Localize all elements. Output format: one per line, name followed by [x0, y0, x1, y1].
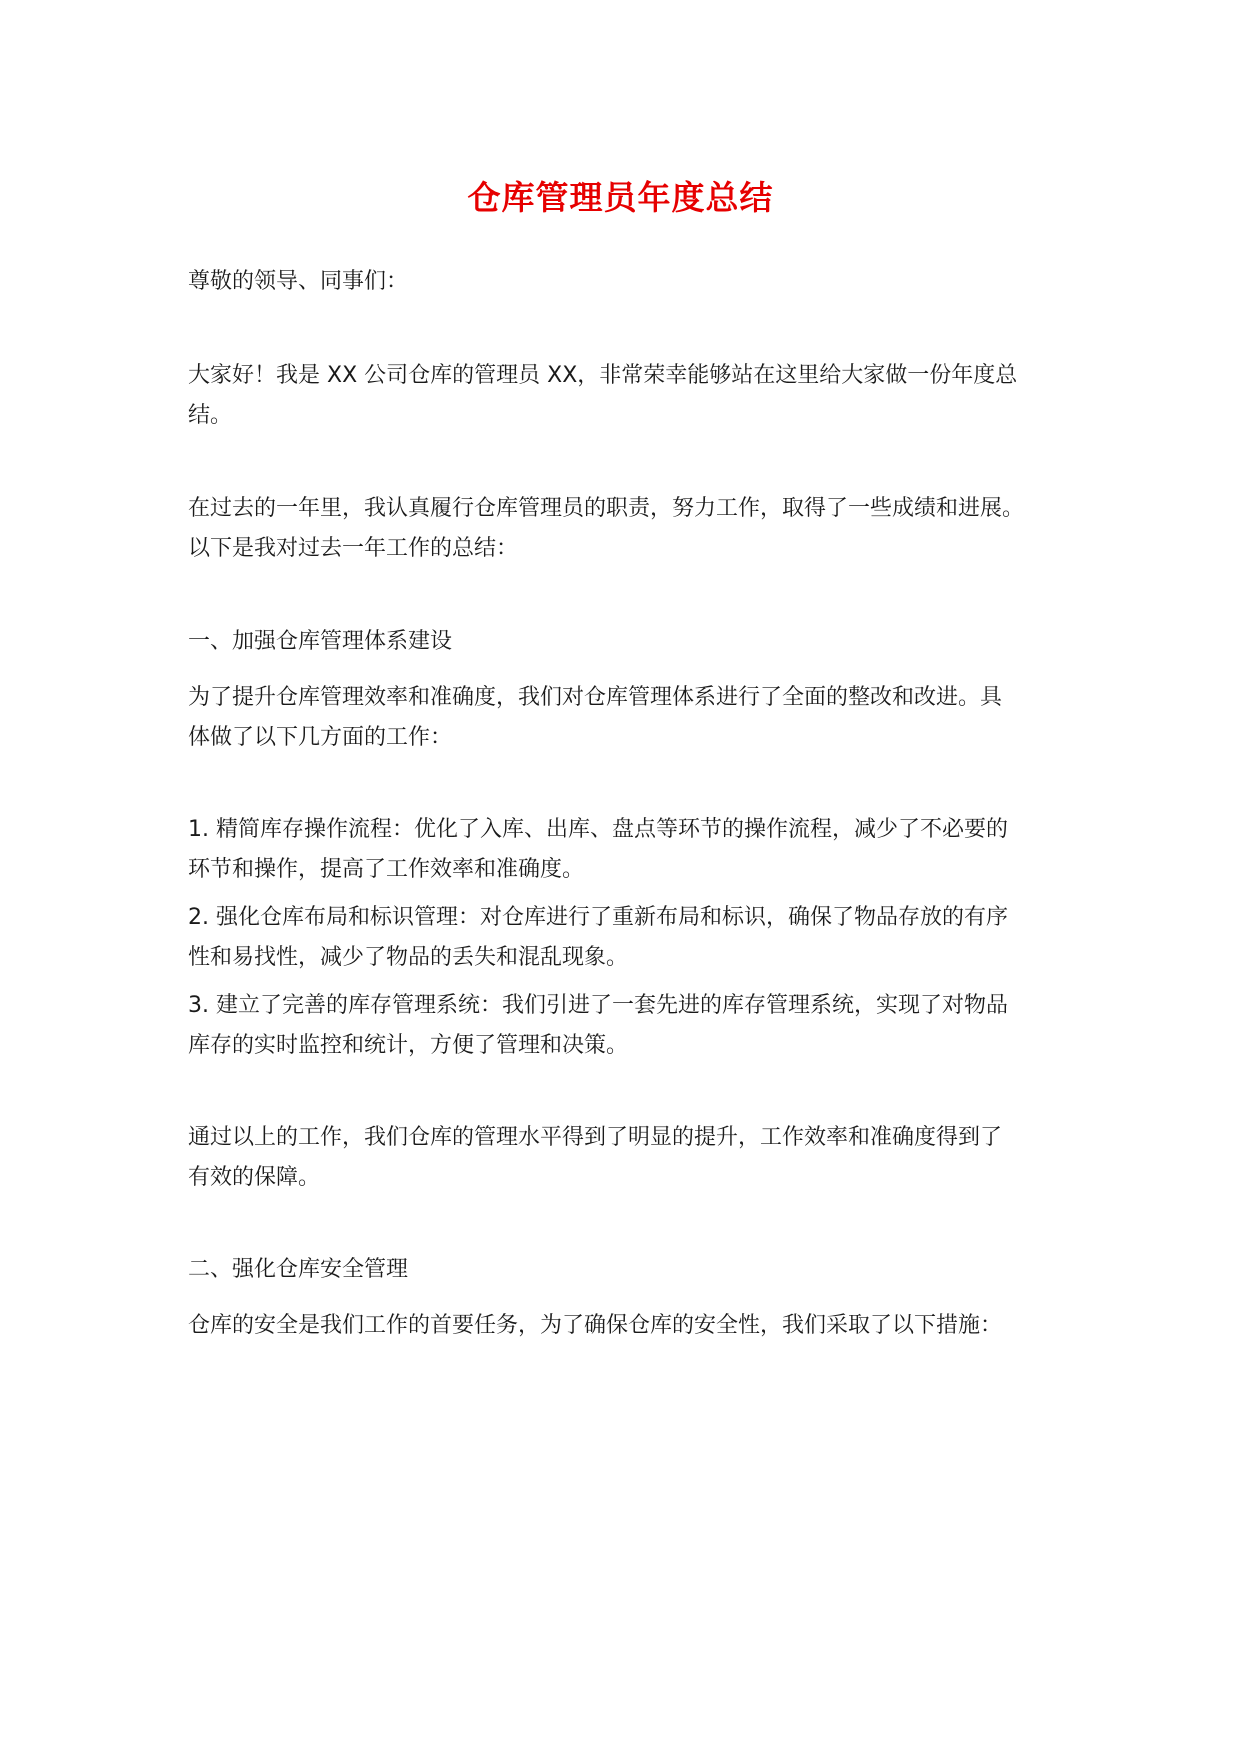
- list-item-1: [188, 810, 1068, 890]
- list-item-3-line-1: 3. 建立了完善的库存管理系统：我们引进了一套先进的库存管理系统，实现了对物品: [188, 993, 1008, 1018]
- list-item-2-line-2: 性和易找性，减少了物品的丢失和混乱现象。: [188, 945, 629, 970]
- intro-line-2: 结。: [188, 403, 233, 428]
- list-item-3-line-2: 库存的实时监控和统计，方便了管理和决策。: [188, 1033, 629, 1058]
- past-year-paragraph: [188, 489, 1068, 569]
- section1-intro-paragraph: [188, 678, 1068, 758]
- section1-intro-line-1: 为了提升仓库管理效率和准确度，我们对仓库管理体系进行了全面的整改和改进。具: [188, 685, 1003, 710]
- list-item-2: [188, 898, 1068, 978]
- section1-heading: [188, 622, 1068, 662]
- section1-result-paragraph: [188, 1118, 1068, 1198]
- list-item-1-line-2: 环节和操作，提高了工作效率和准确度。: [188, 857, 585, 882]
- section2-heading-text: 二、强化仓库安全管理: [188, 1257, 409, 1282]
- section2-intro-text: 仓库的安全是我们工作的首要任务，为了确保仓库的安全性，我们采取了以下措施：: [188, 1313, 1003, 1338]
- list-item-2-line-1: 2. 强化仓库布局和标识管理：对仓库进行了重新布局和标识，确保了物品存放的有序: [188, 905, 1008, 930]
- intro-line-1: 大家好！我是 XX 公司仓库的管理员 XX，非常荣幸能够站在这里给大家做一份年度总: [188, 363, 1018, 388]
- section2-intro-paragraph: [188, 1306, 1068, 1346]
- section1-heading-text: 一、加强仓库管理体系建设: [188, 629, 453, 654]
- list-item-3: [188, 986, 1068, 1066]
- document-title: 仓库管理员年度总结: [467, 178, 774, 217]
- intro-paragraph: [188, 356, 1068, 436]
- greeting: [188, 262, 1068, 302]
- section1-result-line-1: 通过以上的工作，我们仓库的管理水平得到了明显的提升，工作效率和准确度得到了: [188, 1125, 1003, 1150]
- section1-result-line-2: 有效的保障。: [188, 1165, 321, 1190]
- past-year-line-1: 在过去的一年里，我认真履行仓库管理员的职责，努力工作，取得了一些成绩和进展。: [188, 496, 1025, 521]
- greeting-text: 尊敬的领导、同事们：: [188, 269, 409, 294]
- past-year-line-2: 以下是我对过去一年工作的总结：: [188, 536, 519, 561]
- section2-heading: [188, 1250, 1068, 1290]
- section1-intro-line-2: 体做了以下几方面的工作：: [188, 725, 453, 750]
- list-item-1-line-1: 1. 精简库存操作流程：优化了入库、出库、盘点等环节的操作流程，减少了不必要的: [188, 817, 1008, 842]
